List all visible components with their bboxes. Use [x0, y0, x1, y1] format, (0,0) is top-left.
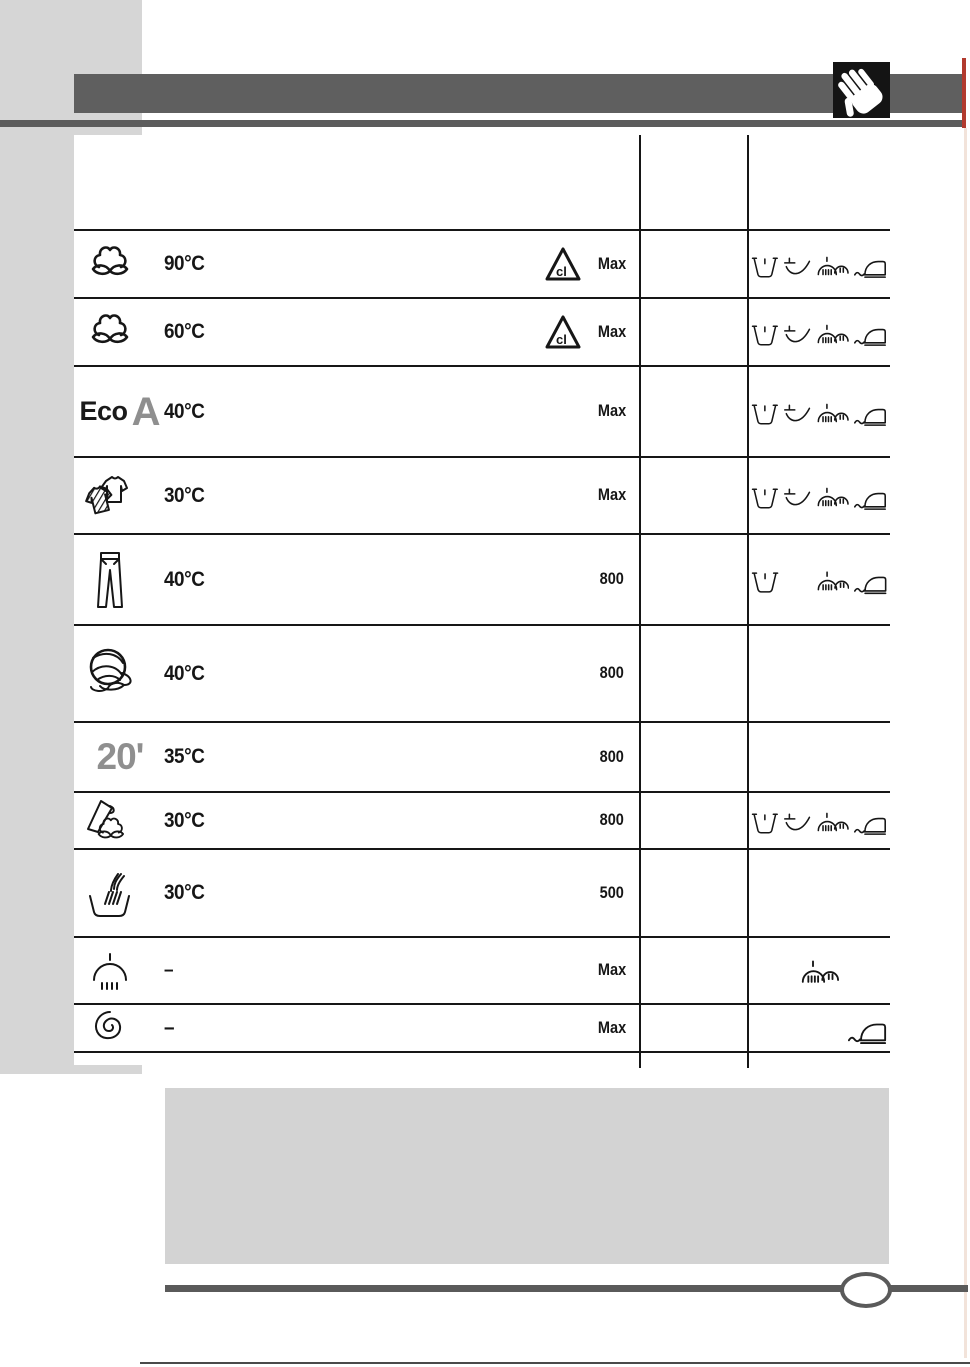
wash-icon: [751, 400, 779, 429]
hand-icon: [833, 62, 890, 118]
cotton-icon: [78, 231, 142, 297]
bleach-curve-icon: [784, 484, 812, 513]
header-underline: [0, 120, 965, 127]
spin-speed-label: Max: [597, 322, 627, 341]
page-edge-red-tab: [962, 58, 966, 128]
spin-speed-label: 800: [599, 747, 625, 766]
wash-icon: [751, 321, 779, 350]
iron-icon: [854, 484, 887, 514]
wash-icon: [751, 484, 779, 513]
program-row-wool-40: [74, 626, 890, 723]
temperature-label: 40°C: [164, 661, 205, 685]
spin-speed-label: 800: [599, 570, 625, 588]
spin-speed-label: Max: [597, 486, 627, 504]
program-row-synthetics-30: [74, 458, 890, 535]
svg-text:cl: cl: [556, 263, 567, 279]
dry-icon: [816, 568, 849, 597]
table-header-row: [74, 135, 890, 231]
care-symbols: [751, 302, 887, 368]
care-symbols: [751, 538, 887, 627]
spin-icon: [78, 1005, 142, 1051]
footer-ellipse: [840, 1272, 892, 1308]
care-symbols: [751, 370, 887, 459]
care-symbols: [751, 461, 887, 536]
dry-icon: [816, 400, 849, 429]
spin-speed-label: 800: [599, 811, 625, 829]
temperature-label: 90°C: [164, 252, 205, 275]
program-row-handwash-30: [74, 850, 890, 938]
cotton-icon: [78, 299, 142, 365]
temperature-label: 30°C: [164, 881, 205, 904]
temperature-label: 35°C: [164, 745, 205, 768]
temperature-label: 40°C: [164, 567, 205, 591]
table-column-divider: [747, 135, 749, 1068]
bleach-triangle-icon: [542, 299, 584, 365]
section-header-bar: [74, 74, 965, 113]
temperature-label: 30°C: [164, 808, 205, 832]
note-box: [165, 1088, 889, 1264]
programme-table: [74, 135, 890, 1065]
wash-icon: [751, 568, 779, 597]
temperature-label: 60°C: [164, 320, 205, 343]
spin-speed-label: Max: [597, 961, 627, 979]
wash-icon: [751, 253, 779, 282]
care-symbols: [751, 941, 887, 1006]
svg-text:cl: cl: [556, 331, 567, 347]
wash-icon: [751, 809, 779, 838]
program-row-cotton-60: [74, 299, 890, 367]
rapid-20-icon: [78, 723, 162, 791]
iron-icon: [854, 809, 887, 839]
bleach-curve-icon: [784, 321, 812, 350]
energy-class-label: A: [131, 389, 161, 434]
program-row-spin: [74, 1005, 890, 1053]
jeans-icon: [78, 535, 142, 624]
mix-icon: [78, 793, 142, 848]
spin-speed-label: Max: [597, 402, 627, 420]
synthetics-icon: [78, 458, 142, 533]
program-row-mix-30: [74, 793, 890, 850]
handwash-icon: [78, 850, 142, 936]
care-symbol-gap: [784, 582, 810, 583]
dry-icon: [816, 809, 849, 838]
program-row-eco-40: [74, 367, 890, 458]
program-row-cotton-90: [74, 231, 890, 299]
iron-icon: [854, 568, 887, 598]
spin-speed-label: 500: [599, 883, 625, 902]
spin-speed-label: Max: [597, 1018, 627, 1037]
dry-icon: [816, 253, 849, 282]
spin-speed-label: 800: [599, 664, 625, 682]
iron-icon: [854, 252, 887, 282]
page-edge-line: [964, 128, 967, 1358]
table-column-divider: [639, 135, 641, 1068]
care-symbols: [751, 1008, 889, 1054]
rapid-20-label: 20': [96, 736, 144, 777]
dry-icon: [816, 321, 849, 350]
page-bottom-edge: [140, 1362, 970, 1364]
eco-label: Eco: [79, 396, 128, 426]
bleach-curve-icon: [784, 400, 812, 429]
dry-icon: [800, 959, 839, 988]
spin-speed-label: Max: [597, 254, 627, 273]
bleach-triangle-icon: [542, 231, 584, 297]
temperature-label: 40°C: [164, 399, 205, 423]
care-symbols: [751, 234, 887, 300]
dry-icon: [816, 484, 849, 513]
program-row-jeans-40: [74, 535, 890, 626]
bleach-curve-icon: [784, 809, 812, 838]
temperature-label: 30°C: [164, 483, 205, 507]
rinse-icon: [78, 938, 142, 1003]
temperature-label: –: [164, 959, 174, 981]
bleach-curve-icon: [784, 253, 812, 282]
eco-a-icon: [78, 367, 162, 456]
wool-icon: [78, 626, 142, 721]
care-symbols: [751, 796, 887, 851]
program-row-rapid-20: [74, 723, 890, 793]
program-row-rinse: [74, 938, 890, 1005]
iron-icon: [854, 320, 887, 350]
temperature-label: –: [164, 1016, 175, 1039]
iron-icon: [848, 1016, 887, 1046]
iron-icon: [854, 400, 887, 430]
